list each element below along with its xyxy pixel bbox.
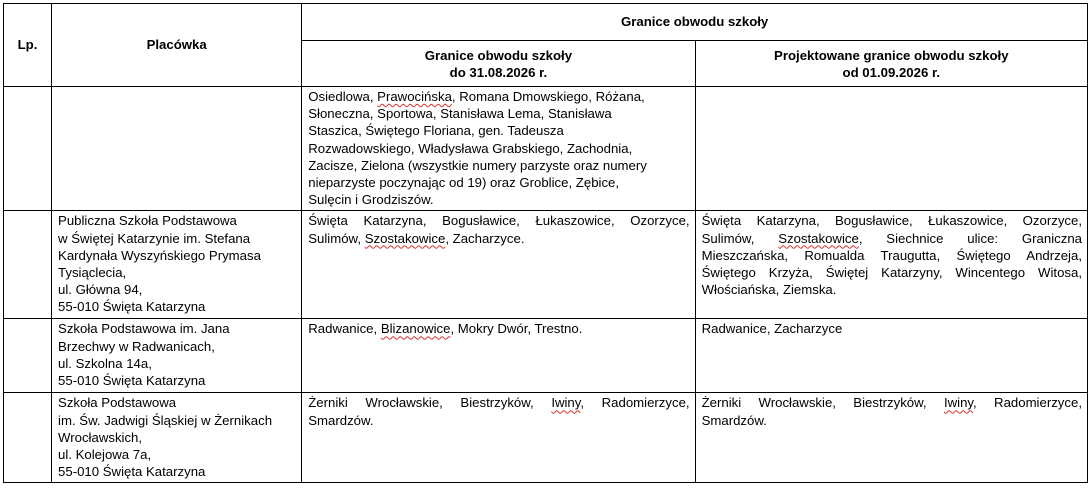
row-projected-boundaries [695, 211, 1087, 319]
placowka-line: Tysiąclecia, [58, 265, 127, 281]
placowka-line: ul. Szkolna 14a, [58, 355, 152, 371]
row-lp-cell [4, 319, 52, 393]
header-projected-line2: od 01.09.2026 r. [842, 64, 941, 80]
text-run: , Siechnice ulice: Graniczna Mieszczańska, Romualda Traugutta, Świętego Andrzeja, Świętego Krzyża, Świętej Katarzyny, Wincentego Witosa, Włościańska, Ziemska. [701, 230, 1082, 298]
placowka-line: 55-010 Święta Katarzyna [58, 464, 206, 480]
table-row [4, 319, 1088, 393]
text-run: , Radomierzyce, Smardzów. [308, 395, 690, 428]
placowka-line: ul. Główna 94, [58, 282, 143, 298]
row-current-boundaries [302, 211, 695, 319]
boundary-line [308, 88, 689, 105]
boundary-line [308, 191, 689, 208]
header-granice: Granice obwodu szkoły [302, 4, 1088, 41]
header-lp: Lp. [4, 4, 52, 87]
text-run: , Radomierzyce, Smardzów. [701, 395, 1082, 428]
placowka-line: Wrocławskich, [58, 429, 143, 445]
header-current-line2: do 31.08.2026 r. [449, 64, 548, 80]
row-projected-boundaries [695, 87, 1087, 211]
row-current-boundaries [302, 319, 695, 393]
spellcheck-flagged-word: Iwiny [943, 395, 974, 411]
text-run: Radwanice, Zacharzyce [701, 321, 843, 337]
row-placowka-cell [52, 211, 302, 319]
placowka-line: im. Św. Jadwigi Śląskiej w Żernikach [58, 412, 273, 428]
text-run: Staszica, Świętego Floriana, gen. Tadeusza [308, 123, 564, 139]
boundary-line [308, 122, 689, 139]
text-run: Święta Katarzyna, Bogusławice, Łukaszowice, Ozorzyce, Sulimów, [701, 213, 1082, 246]
header-placowka: Placówka [52, 4, 302, 87]
spellcheck-flagged-word: Szostakowice [364, 230, 446, 246]
spellcheck-flagged-word: Iwiny [551, 395, 581, 411]
spellcheck-flagged-word: Blizanowice [380, 321, 451, 337]
placowka-line: w Świętej Katarzynie im. Stefana [58, 230, 251, 246]
boundary-line [308, 174, 689, 191]
placowka-line: Szkoła Podstawowa [58, 395, 177, 411]
spellcheck-flagged-word: Szostakowice [778, 230, 859, 246]
text-run: Sulęcin i Grodziszów. [308, 192, 434, 208]
row-projected-boundaries [695, 393, 1087, 483]
boundary-line [308, 140, 689, 157]
header-projected-line1: Projektowane granice obwodu szkoły [774, 47, 1009, 63]
text-run: Żerniki Wrocławskie, Biestrzyków, [308, 395, 552, 411]
table-row [4, 211, 1088, 319]
header-projected-boundaries [695, 41, 1087, 87]
row-placowka-cell [52, 87, 302, 211]
placowka-line: Brzechwy w Radwanicach, [58, 338, 215, 354]
text-run: Rozwadowskiego, Władysława Grabskiego, Zachodnia, [308, 140, 633, 156]
boundary-line [308, 157, 689, 174]
placowka-line: 55-010 Święta Katarzyna [58, 299, 206, 315]
text-run: Święta Katarzyna, Bogusławice, Łukaszowice, Ozorzyce, Sulimów, [308, 213, 690, 246]
placowka-line: ul. Kolejowa 7a, [58, 447, 152, 463]
text-run: , Mokry Dwór, Trestno. [450, 321, 583, 337]
text-run: Radwanice, [308, 321, 381, 337]
placowka-line: 55-010 Święta Katarzyna [58, 373, 206, 389]
header-current-boundaries [302, 41, 695, 87]
placowka-line: Publiczna Szkoła Podstawowa [58, 213, 237, 229]
text-run: Osiedlowa, [308, 89, 378, 104]
placowka-line: Szkoła Podstawowa im. Jana [58, 321, 230, 337]
text-run: Zacisze, Zielona (wszystkie numery parzyste oraz numery [308, 157, 647, 173]
row-projected-boundaries [695, 319, 1087, 393]
text-run: , Zacharzyce. [445, 230, 525, 246]
header-current-line1: Granice obwodu szkoły [424, 47, 573, 63]
row-placowka-cell [52, 319, 302, 393]
text-run: , Romana Dmowskiego, Różana, [451, 89, 645, 104]
text-run: Żerniki Wrocławskie, Biestrzyków, [701, 395, 944, 411]
row-placowka-cell [52, 393, 302, 483]
text-run: Słoneczna, Sportowa, Stanisława Lema, Stanisława [308, 106, 612, 122]
text-run: nieparzyste poczynając od 19) oraz Groblice, Zębice, [308, 175, 620, 191]
table-row [4, 87, 1088, 211]
spellcheck-flagged-word: Prawocińska [377, 89, 452, 104]
row-current-boundaries [302, 393, 695, 483]
row-lp-cell [4, 211, 52, 319]
placowka-line: Kardynała Wyszyńskiego Prymasa [58, 247, 261, 263]
table-row [4, 393, 1088, 483]
row-current-boundaries [302, 87, 695, 211]
school-district-table [3, 3, 1088, 483]
boundary-line [308, 105, 689, 122]
row-lp-cell [4, 393, 52, 483]
row-lp-cell [4, 87, 52, 211]
